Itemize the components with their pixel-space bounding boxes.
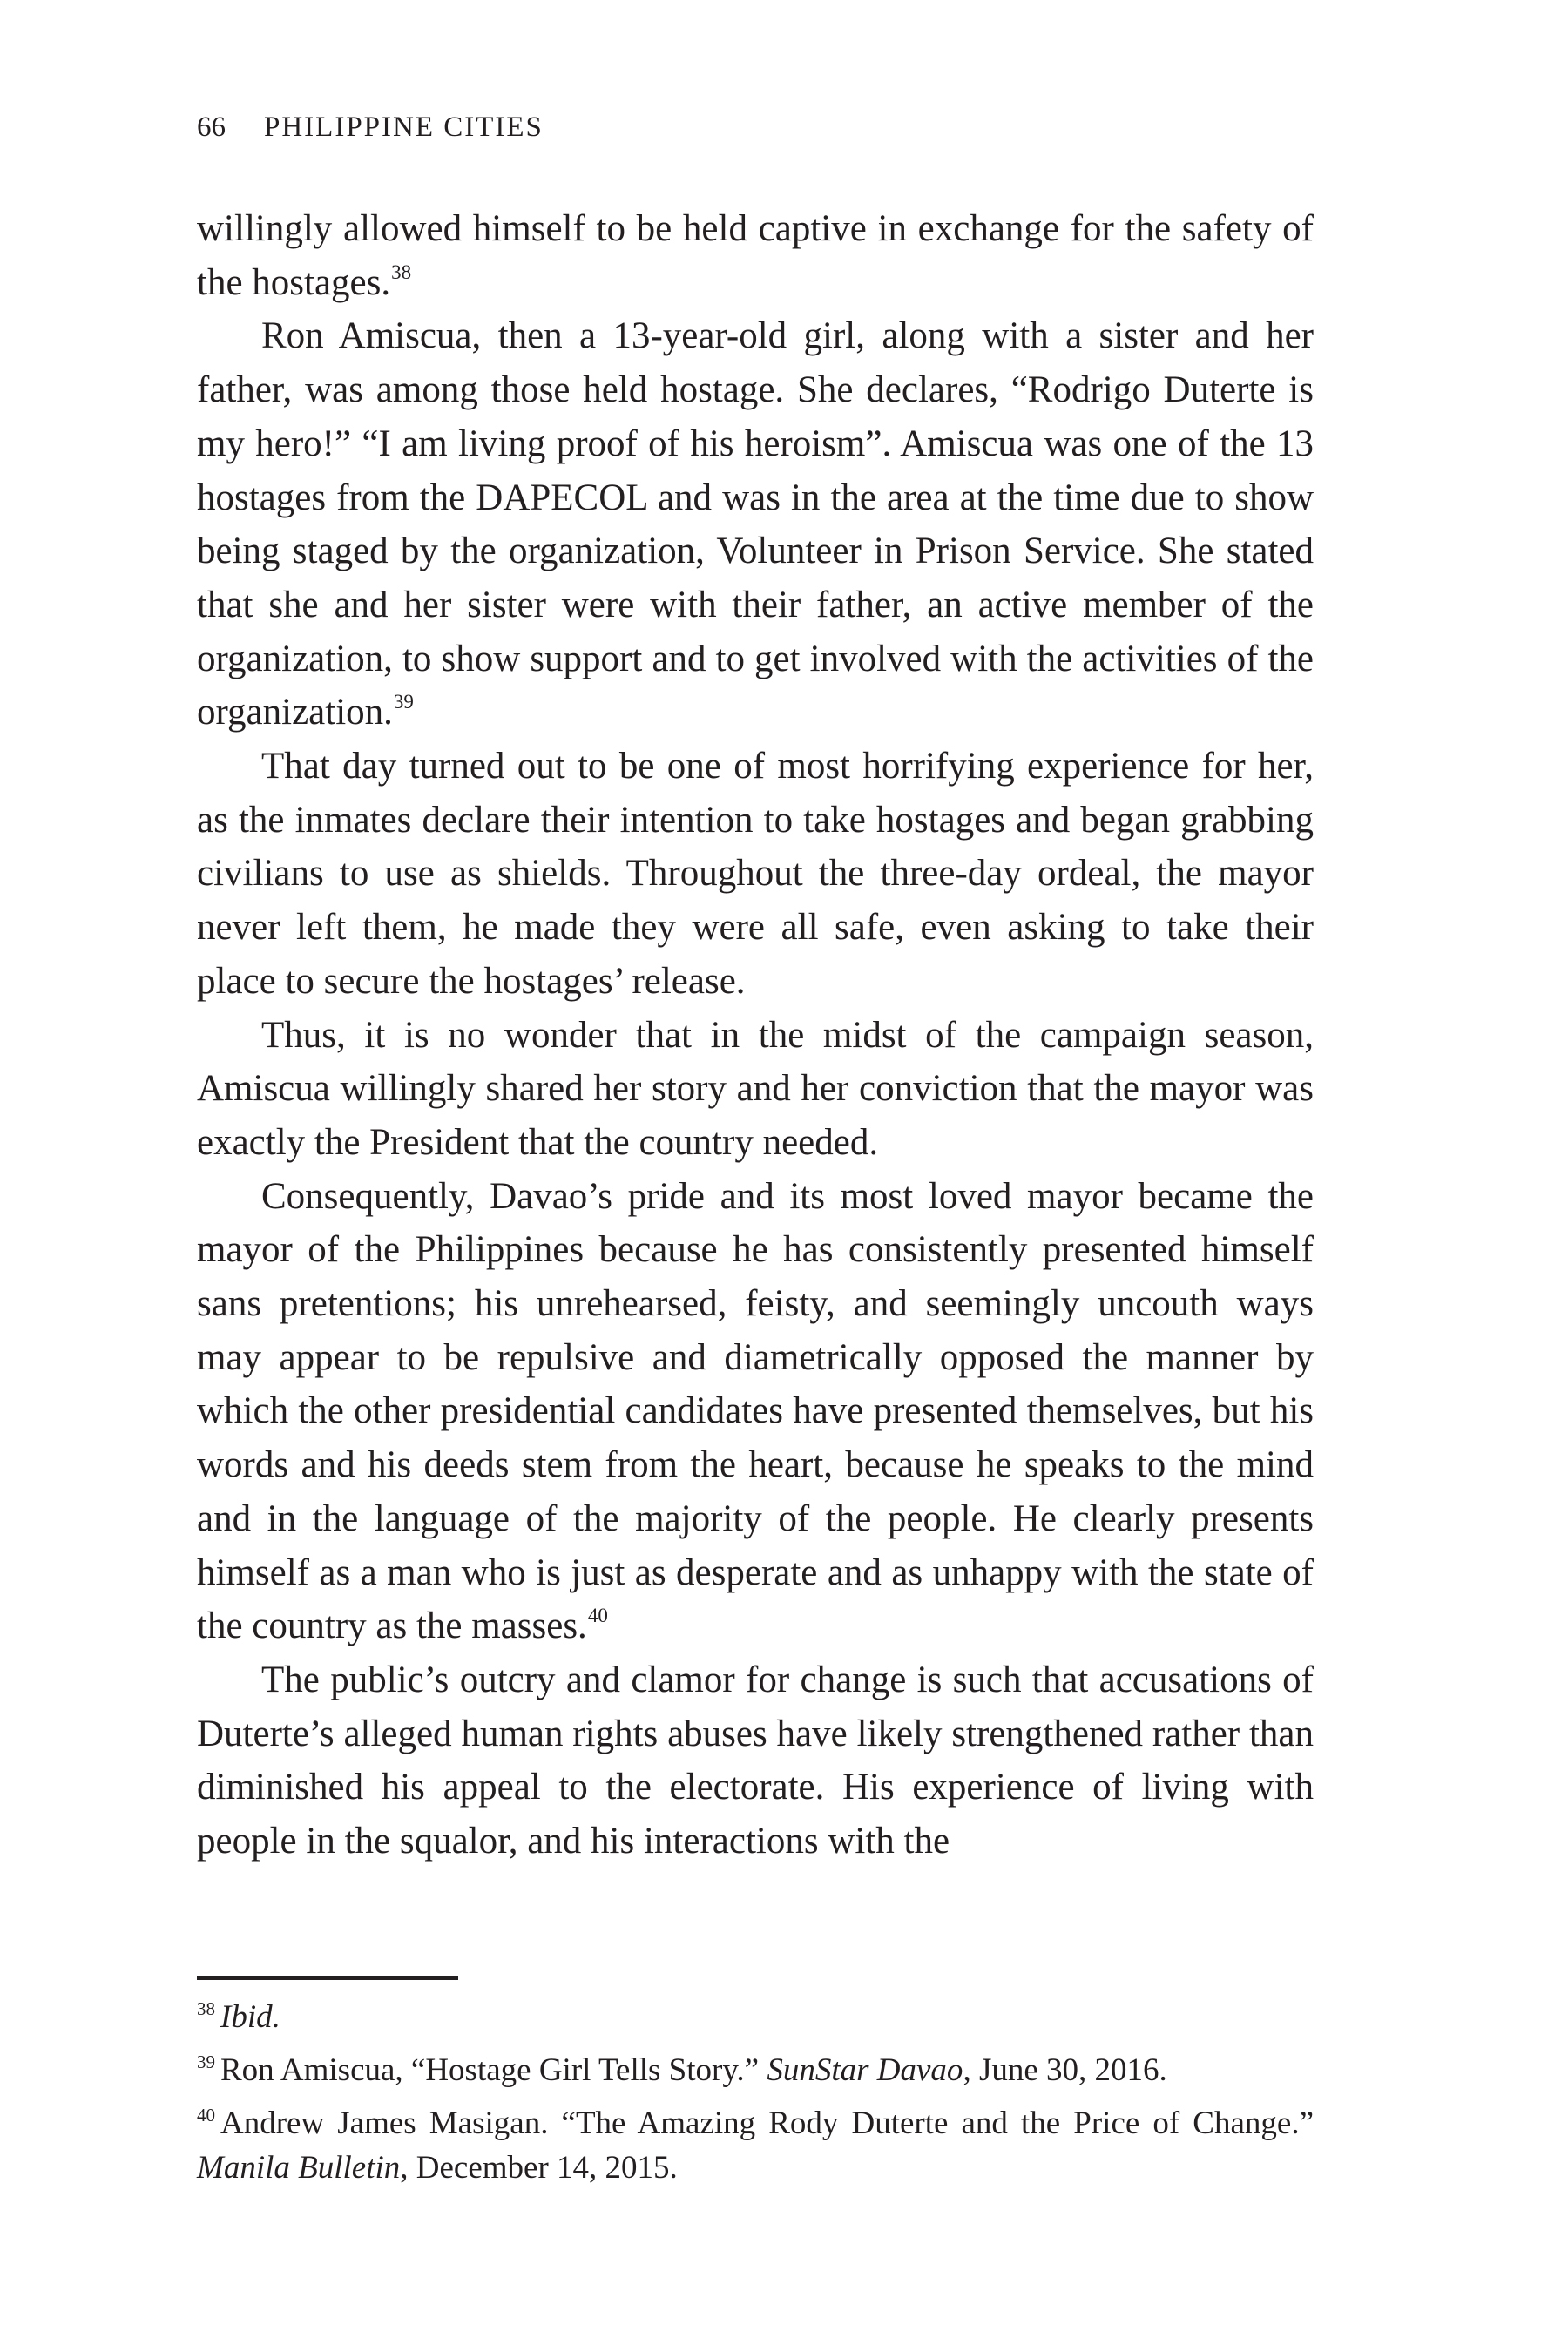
running-title: PHILIPPINE CITIES — [264, 112, 544, 143]
footnote-38 — [197, 1995, 1314, 2039]
footnote-citation: Ron Amiscua, “Hostage Girl Tells Story.” — [220, 2052, 767, 2088]
paragraph-4-text: Thus, it is no wonder that in the midst of the campaign season, Amiscua willingly shared her story and her conviction that the mayor was exactly the President that the country needed. — [197, 1014, 1314, 1163]
body-text — [197, 202, 1314, 1869]
footnote-ref-40[interactable]: 40 — [587, 1605, 608, 1627]
paragraph-5-text: Consequently, Davao’s pride and its most loved mayor became the mayor of the Philippines because he has consistently presented himself sans pretentions; his unrehearsed, feisty, and seemingly uncouth ways may appear to be repulsive and diametrically opposed the manner by which the other presidential candidates have presented themselves, but his words and his deeds stem from the heart, because he speaks to the mind and in the language of the majority of the people. He clearly presents himself as a man who is just as desperate and as unhappy with the state of the country as the masses. — [197, 1175, 1314, 1647]
paragraph-6-text: The public’s outcry and clamor for change is such that accusations of Duterte’s alleged human rights abuses have likely strengthened rather than diminished his appeal to the electorate. His experience of living with people in the squalor, and his interactions with the — [197, 1659, 1314, 1862]
footnote-number: 40 — [197, 2105, 215, 2126]
paragraph-2 — [197, 309, 1314, 740]
running-head — [197, 103, 544, 152]
footnote-divider — [197, 1976, 458, 1980]
paragraph-4 — [197, 1009, 1314, 1170]
paragraph-2-text: Ron Amiscua, then a 13-year-old girl, along with a sister and her father, was among those held hostage. She declares, “Rodrigo Duterte is my hero!” “I am living proof of his heroism”. Amiscua was one of the 13 hostages from the DAPECOL and was in the area at the time due to show being staged by the organization, Volunteer in Prison Service. She stated that she and her sister were with their father, an active member of the organization, to show support and to get involved with the activities of the organization. — [197, 315, 1314, 733]
footnote-40 — [197, 2101, 1314, 2190]
paragraph-1-text: willingly allowed himself to be held captive in exchange for the safety of the hostages. — [197, 208, 1314, 303]
footnote-ref-38[interactable]: 38 — [391, 260, 412, 283]
paragraph-1 — [197, 202, 1314, 309]
footnote-source: SunStar Davao — [767, 2052, 963, 2088]
footnote-39 — [197, 2048, 1314, 2092]
footnote-ref-39[interactable]: 39 — [393, 691, 414, 713]
footnote-source: Manila Bulletin — [197, 2150, 401, 2186]
paragraph-3 — [197, 740, 1314, 1009]
footnote-date: , June 30, 2016. — [963, 2052, 1167, 2088]
paragraph-3-text: That day turned out to be one of most horrifying experience for her, as the inmates declare their intention to take hostages and began grabbing civilians to use as shields. Throughout the three-day ordeal, the mayor never left them, he made they were all safe, even asking to take their place to secure the hostages’ release. — [197, 746, 1314, 1002]
footnote-citation: Andrew James Masigan. “The Amazing Rody Duterte and the Price of Change.” — [220, 2105, 1314, 2141]
page-number: 66 — [197, 112, 226, 143]
paragraph-6 — [197, 1653, 1314, 1869]
footnote-number: 38 — [197, 1998, 215, 2019]
footnotes — [197, 1995, 1314, 2199]
footnote-ibid: Ibid. — [220, 1999, 280, 2035]
paragraph-5 — [197, 1170, 1314, 1653]
footnote-number: 39 — [197, 2051, 215, 2072]
footnote-date: , December 14, 2015. — [400, 2150, 678, 2186]
